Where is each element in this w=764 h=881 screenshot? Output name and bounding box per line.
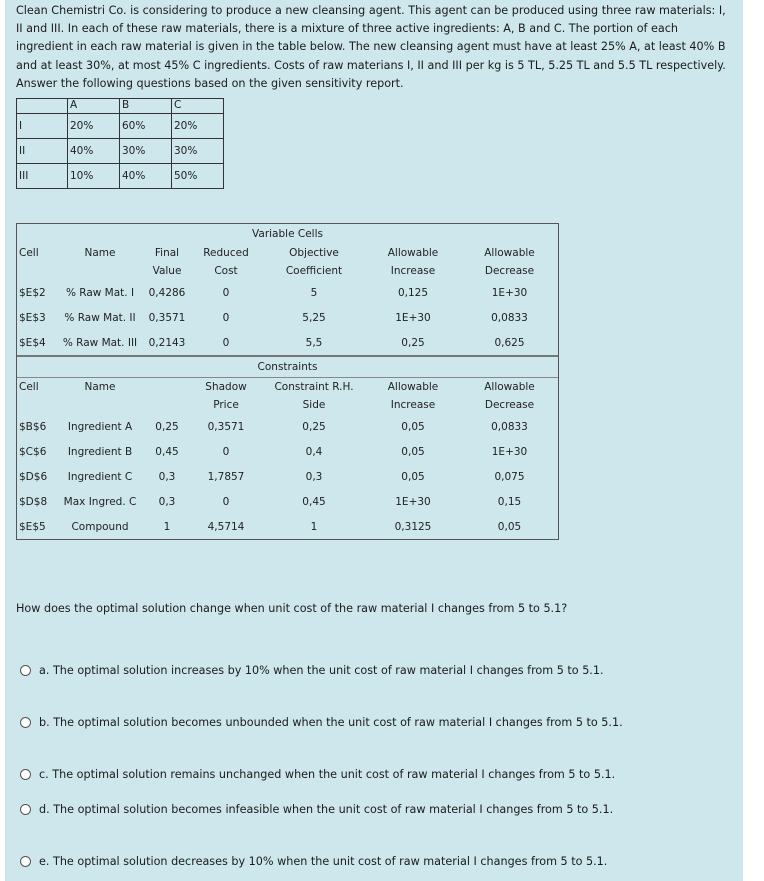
- allowable-decrease: 0,05: [497, 520, 522, 533]
- allowable-increase: 0,05: [401, 445, 425, 458]
- shadow-price: 4,5714: [207, 520, 245, 533]
- shadow-price: 0: [222, 495, 230, 508]
- radio-button-icon[interactable]: [20, 665, 31, 676]
- variable-cells-header-row: [17, 244, 558, 280]
- allowable-increase: 0,05: [401, 420, 425, 433]
- variable-cells-table: [17, 244, 558, 355]
- mixture-table: [16, 98, 224, 189]
- mixture-cell: 40%: [120, 164, 172, 189]
- header-cell: Objective Coefficient: [285, 247, 343, 277]
- mixture-cell: 10%: [68, 164, 120, 189]
- mixture-row: [17, 114, 224, 139]
- option-label: d. The optimal solution becomes infeasible when the unit cost of raw material I changes from 5 to 5.1.: [39, 803, 614, 816]
- question-prompt: How does the optimal solution change when unit cost of the raw material I changes from 5 to 5.1?: [16, 602, 568, 615]
- constraints-table: [17, 377, 558, 539]
- final-value: 0,25: [155, 420, 179, 433]
- table-row: [17, 280, 558, 305]
- mixture-cell: II: [17, 139, 68, 164]
- cell-ref: $E$3: [19, 311, 46, 324]
- cell-ref: $E$2: [19, 286, 46, 299]
- header-cell: Final Value: [152, 247, 182, 277]
- option-b[interactable]: [20, 716, 623, 729]
- option-d[interactable]: [20, 803, 613, 816]
- allowable-decrease: 0,15: [497, 495, 522, 508]
- reduced-cost: 0: [222, 286, 230, 299]
- header-cell: Reduced Cost: [203, 247, 249, 277]
- reduced-cost: 0: [222, 311, 230, 324]
- option-e[interactable]: [20, 855, 607, 868]
- option-label: a. The optimal solution increases by 10% when the unit cost of raw material I changes from 5 to 5.1.: [39, 664, 604, 677]
- mixture-cell: 50%: [172, 164, 224, 189]
- header-cell: Constraint R.H. Side: [274, 381, 354, 411]
- mixture-cell: 60%: [120, 114, 172, 139]
- variable-cells-title: Variable Cells: [252, 228, 323, 240]
- mixture-cell: 30%: [172, 139, 224, 164]
- constraint-rhs: 0,4: [305, 445, 323, 458]
- reduced-cost: 0: [222, 336, 230, 349]
- allowable-increase: 0,125: [397, 286, 429, 299]
- header-cell: Allowable Decrease: [484, 247, 535, 277]
- sensitivity-report: [16, 223, 559, 540]
- header-cell: Name: [84, 247, 116, 259]
- allowable-decrease: 0,075: [494, 470, 525, 483]
- table-row: [17, 439, 558, 464]
- shadow-price: 1,7857: [207, 470, 245, 483]
- mixture-cell: 20%: [68, 114, 120, 139]
- constraint-rhs: 0,45: [302, 495, 326, 508]
- cell-name: % Raw Mat. II: [64, 311, 136, 324]
- mixture-header-cell: [17, 99, 68, 114]
- header-cell: Allowable Decrease: [484, 381, 535, 411]
- constraints-title: Constraints: [17, 355, 558, 377]
- cell-name: Ingredient A: [67, 420, 133, 433]
- table-row: [17, 489, 558, 514]
- mixture-cell: 40%: [68, 139, 120, 164]
- cell-name: Ingredient C: [67, 470, 133, 483]
- final-value: 1: [163, 520, 171, 533]
- shadow-price: 0,3571: [207, 420, 245, 433]
- allowable-decrease: 1E+30: [491, 445, 528, 458]
- shadow-price: 0: [222, 445, 230, 458]
- constraint-rhs: 0,3: [305, 470, 323, 483]
- radio-button-icon[interactable]: [20, 717, 31, 728]
- cell-ref: $D$6: [19, 470, 48, 483]
- header-cell: Name: [84, 381, 116, 393]
- table-row: [17, 464, 558, 489]
- option-label: b. The optimal solution becomes unbounded when the unit cost of raw material I changes from 5 to 5.1.: [39, 716, 623, 729]
- cell-ref: $E$5: [19, 520, 46, 533]
- cell-name: % Raw Mat. III: [62, 336, 138, 349]
- final-value: 0,45: [155, 445, 179, 458]
- header-cell: Cell: [19, 381, 39, 393]
- constraints-header-row: [17, 378, 558, 415]
- mixture-header-row: [17, 99, 224, 114]
- mixture-cell: I: [17, 114, 68, 139]
- table-row: [17, 305, 558, 330]
- allowable-increase: 1E+30: [395, 495, 431, 508]
- option-c[interactable]: [20, 768, 615, 781]
- question-panel: [5, 0, 743, 881]
- allowable-decrease: 0,0833: [491, 311, 528, 324]
- mixture-row: [17, 164, 224, 189]
- allowable-increase: 0,05: [401, 470, 425, 483]
- mixture-cell: 30%: [120, 139, 172, 164]
- cell-name: % Raw Mat. I: [65, 286, 135, 299]
- table-row: [17, 414, 558, 439]
- final-value: 0,3571: [148, 311, 186, 324]
- cell-name: Max Ingred. C: [63, 495, 137, 508]
- cell-ref: $E$4: [19, 336, 46, 349]
- header-cell: Shadow Price: [205, 381, 247, 411]
- allowable-increase: 0,25: [401, 336, 425, 349]
- mixture-header-cell: C: [172, 99, 224, 114]
- radio-button-icon[interactable]: [20, 769, 31, 780]
- option-label: e. The optimal solution decreases by 10% when the unit cost of raw material I changes from 5 to 5.1.: [39, 855, 608, 868]
- mixture-cell: III: [17, 164, 68, 189]
- objective-coefficient: 5,5: [305, 336, 323, 349]
- mixture-header-cell: A: [68, 99, 120, 114]
- cell-ref: $B$6: [19, 420, 47, 433]
- radio-button-icon[interactable]: [20, 856, 31, 867]
- constraint-rhs: 0,25: [302, 420, 326, 433]
- mixture-cell: 20%: [172, 114, 224, 139]
- header-cell: Cell: [19, 247, 39, 259]
- mixture-row: [17, 139, 224, 164]
- table-row: [17, 514, 558, 539]
- header-cell: [145, 378, 189, 415]
- option-a[interactable]: [20, 664, 604, 677]
- header-cell: Allowable Increase: [387, 381, 439, 411]
- allowable-increase: 0,3125: [394, 520, 432, 533]
- option-label: c. The optimal solution remains unchanged when the unit cost of raw material I changes from 5 to 5.1.: [39, 768, 616, 781]
- allowable-decrease: 1E+30: [491, 286, 528, 299]
- cell-ref: $D$8: [19, 495, 48, 508]
- allowable-increase: 1E+30: [395, 311, 431, 324]
- table-row: [17, 330, 558, 355]
- cell-name: Compound: [71, 520, 129, 533]
- mixture-header-cell: B: [120, 99, 172, 114]
- radio-button-icon[interactable]: [20, 804, 31, 815]
- header-cell: Allowable Increase: [387, 247, 439, 277]
- constraint-rhs: 1: [310, 520, 318, 533]
- final-value: 0,3: [158, 470, 176, 483]
- allowable-decrease: 0,625: [494, 336, 525, 349]
- final-value: 0,2143: [148, 336, 186, 349]
- objective-coefficient: 5: [310, 286, 318, 299]
- problem-text: Clean Chemistri Co. is considering to produce a new cleansing agent. This agent can be produced using three raw materials: I, II and III. In each of these raw materials, there is a mixture of three active ingredients: A, B and C. The portion of each ingredient in each raw material is given in the table below. The new cleansing agent must have at least 25% A, at least 40% B and at least 30%, at most 45% C ingredients. Costs of raw materians I, II and III per kg is 5 TL, 5.25 TL and 5.5 TL respectively. Answer the following questions based on the given sensitivity report.: [16, 4, 726, 90]
- allowable-decrease: 0,0833: [491, 420, 528, 433]
- cell-ref: $C$6: [19, 445, 47, 458]
- cell-name: Ingredient B: [67, 445, 133, 458]
- final-value: 0,4286: [148, 286, 186, 299]
- objective-coefficient: 5,25: [302, 311, 326, 324]
- final-value: 0,3: [158, 495, 176, 508]
